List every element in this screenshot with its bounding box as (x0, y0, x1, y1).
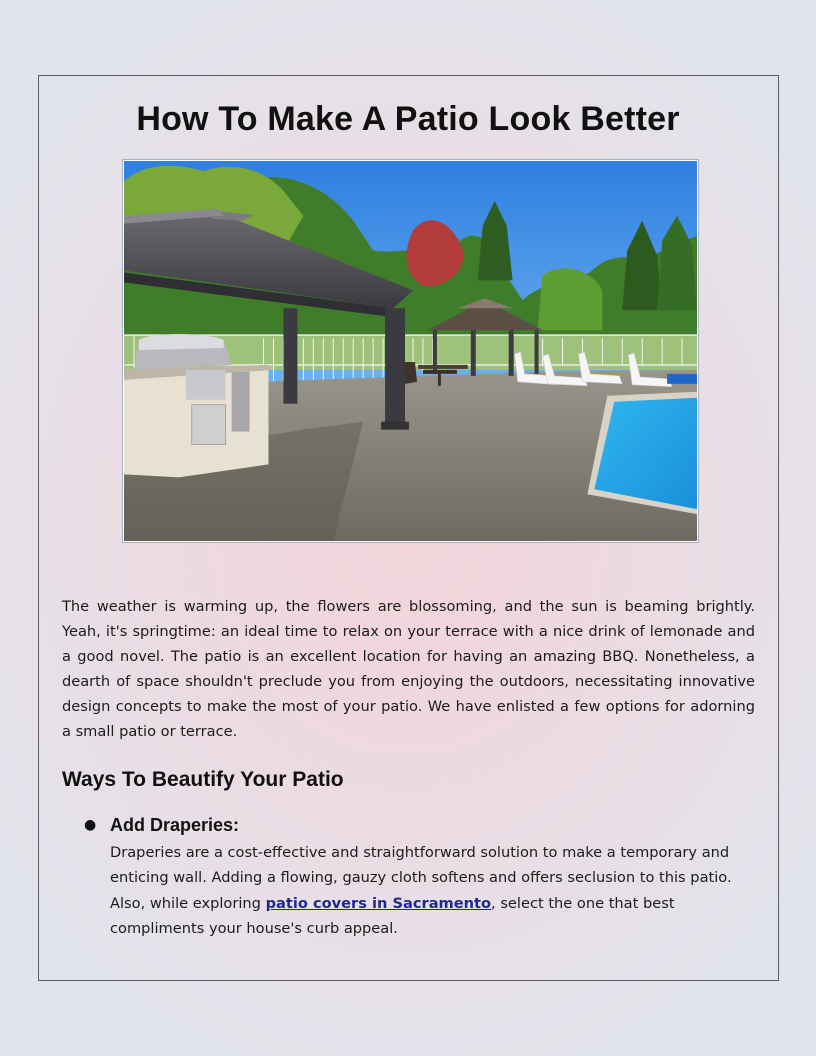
intro-paragraph: The weather is warming up, the flowers are blossoming, and the sun is beaming brightly. Yeah, it's springtime: an ideal time to relax on your terrace with a nice drink of lemonade and a good novel. The patio is an excellent location for having an amazing BBQ. Nonetheless, a dearth of space shouldn't preclude you from enjoying the outdoors, necessitating innovative design concepts to make the most of your patio. We have enlisted a few options for adorning a small patio or terrace. (62, 598, 755, 740)
list-item-text-before-link: Draperies are a cost-effective and straightforward solution to make a temporary and enticing wall. Adding a flowing, gauzy cloth softens and offers seclusion to this patio. Also, while exploring (110, 844, 732, 912)
page-title: How To Make A Patio Look Better (136, 100, 680, 138)
patio-photo (122, 159, 699, 543)
list-item-text-after-link: , select the one that best compliments your house's curb appeal. (110, 894, 675, 937)
patio-covers-link[interactable]: patio covers in Sacramento (265, 894, 492, 912)
patio-photo-illustration (124, 161, 697, 541)
list-item-heading: Add Draperies: (110, 815, 240, 835)
section-heading: Ways To Beautify Your Patio (62, 768, 344, 791)
list-item-body (110, 840, 750, 941)
bullet-marker: ● (84, 817, 97, 833)
